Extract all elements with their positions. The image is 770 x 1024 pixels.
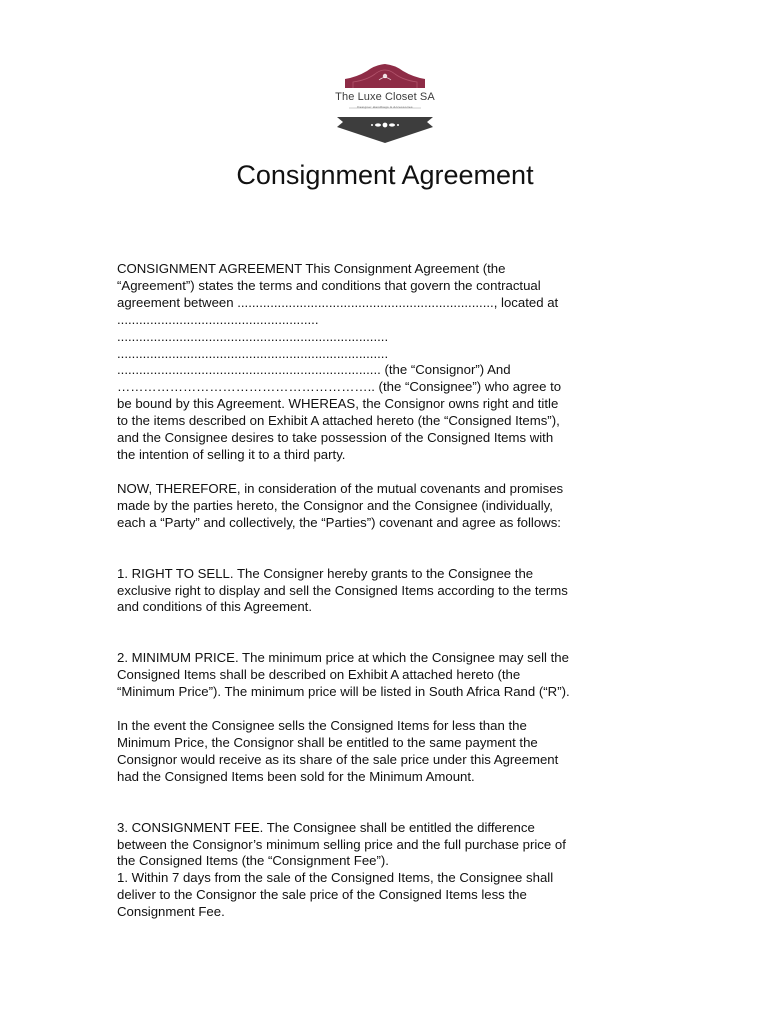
now-therefore-paragraph: NOW, THEREFORE, in consideration of the mutual covenants and promises made by the parties hereto, the Consignor and the Consignee (individually, each a “Party” and collectively, the “Parties”) covenant and agree as follows: bbox=[117, 480, 564, 530]
logo-text: The Luxe Closet SA bbox=[335, 91, 435, 103]
logo-tagline: Designer Handbags & Accessories bbox=[357, 105, 413, 109]
intro-paragraph: CONSIGNMENT AGREEMENT This Consignment Agreement (the “Agreement”) states the terms and conditions that govern the contractual agreement between ......................................................................, located at ....................................................... .......................................................................... .......................................................................... ........................................................................ (the “Consignor”) And ………………………………………………….. (the “Consignee”) who agree to be bound by this Agreement. WHEREAS, the Consignor owns right and title to the items described on Exhibit A attached hereto (the “Consigned Items”), and the Consignee desires to take possession of the Consigned Items with the intention of selling it to a third party. bbox=[117, 261, 562, 462]
document-title: Consignment Agreement bbox=[236, 160, 534, 190]
minimum-price-clause: 2. MINIMUM PRICE. The minimum price at which the Consignee may sell the Consigned Items shall be described on Exhibit A attached hereto (the “Minimum Price”). The minimum price will be listed in South Africa Rand (“R”). bbox=[117, 650, 570, 700]
company-logo bbox=[323, 62, 447, 144]
logo-emblem bbox=[323, 62, 447, 144]
consignment-fee-clause: 3. CONSIGNMENT FEE. The Consignee shall be entitled the difference between the Consignor’s minimum selling price and the full purchase price of the Consigned Items (the “Consignment Fee”). 1. Within 7 days from the sale of the Consigned Items, the Consignee shall deliver to the Consignor the sale price of the Consigned Items less the Consignment Fee. bbox=[117, 819, 566, 920]
right-to-sell-clause: 1. RIGHT TO SELL. The Consigner hereby grants to the Consignee the exclusive right to display and sell the Consigned Items according to the terms and conditions of this Agreement. bbox=[117, 565, 568, 615]
document-body bbox=[117, 261, 657, 921]
less-than-minimum-paragraph: In the event the Consignee sells the Consigned Items for less than the Minimum Price, the Consignor shall be entitled to the same payment the Consignor would receive as its share of the sale price under this Agreement had the Consigned Items been sold for the Minimum Amount. bbox=[117, 718, 559, 784]
